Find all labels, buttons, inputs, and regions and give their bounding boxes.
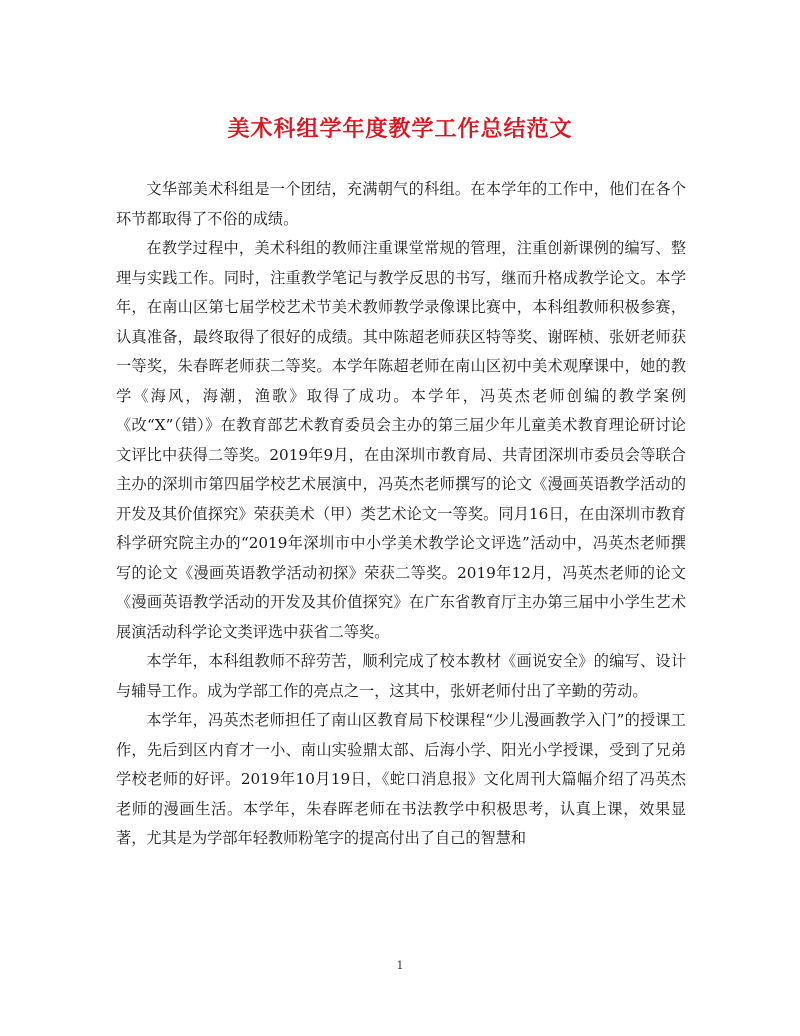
paragraph-courses: 本学年，冯英杰老师担任了南山区教育局下校课程“少儿漫画教学入门”的授课工作，先后到区内育才一小、南山实验鼎太部、后海小学、阳光小学授课，受到了兄弟学校老师的好评。2019年10月19日，《蛇口消息报》文化周刊大篇幅介绍了冯英杰老师的漫画生活。本学年，朱春晖老师在书法教学中积极思考，认真上课，效果显著，尤其是为学部年轻教师粉笔字的提高付出了自己的智慧和 bbox=[116, 711, 686, 847]
paragraph-teaching-process: 在教学过程中，美术科组的教师注重课堂常规的管理，注重创新课例的编写、整理与实践工作。同时，注重教学笔记与教学反思的书写，继而升格成教学论文。本学年，在南山区第七届学校艺术节美术教师教学录像课比赛中，本科组教师积极参赛，认真准备，最终取得了很好的成绩。其中陈超老师获区特等奖、谢晖桢、张妍老师获一等奖，朱春晖老师获二等奖。本学年陈超老师在南山区初中美术观摩课中，她的教学《海风，海潮，渔歌》取得了成功。本学年，冯英杰老师创编的教学案例《改“X”（错）》在教育部艺术教育委员会主办的第三届少年儿童美术教育理论研讨论文评比中获得二等奖。2019年9月，在由深圳市教育局、共青团深圳市委员会等联合主办的深圳市第四届学校艺术展演中，冯英杰老师撰写的论文《漫画英语教学活动的开发及其价值探究》荣获美术（甲）类艺术论文一等奖。同月16日，在由深圳市教育科学研究院主办的“2019年深圳市中小学美术教学论文评选”活动中，冯英杰老师撰写的论文《漫画英语教学活动初探》荣获二等奖。2019年12月，冯英杰老师的论文《漫画英语教学活动的开发及其价值探究》在广东省教育厅主办第三届中小学生艺术展演活动科学论文类评选中获省二等奖。 bbox=[116, 239, 686, 641]
paragraph-textbook: 本学年，本科组教师不辞劳苦，顺利完成了校本教材《画说安全》的编写、设计与辅导工作。成为学部工作的亮点之一，这其中，张妍老师付出了辛勤的劳动。 bbox=[116, 652, 686, 700]
page-number: 1 bbox=[396, 959, 404, 972]
document-body bbox=[116, 175, 686, 854]
document-title: 美术科组学年度教学工作总结范文 bbox=[227, 116, 573, 142]
paragraph-intro: 文华部美术科组是一个团结，充满朝气的科组。在本学年的工作中，他们在各个环节都取得了不俗的成绩。 bbox=[116, 180, 686, 228]
